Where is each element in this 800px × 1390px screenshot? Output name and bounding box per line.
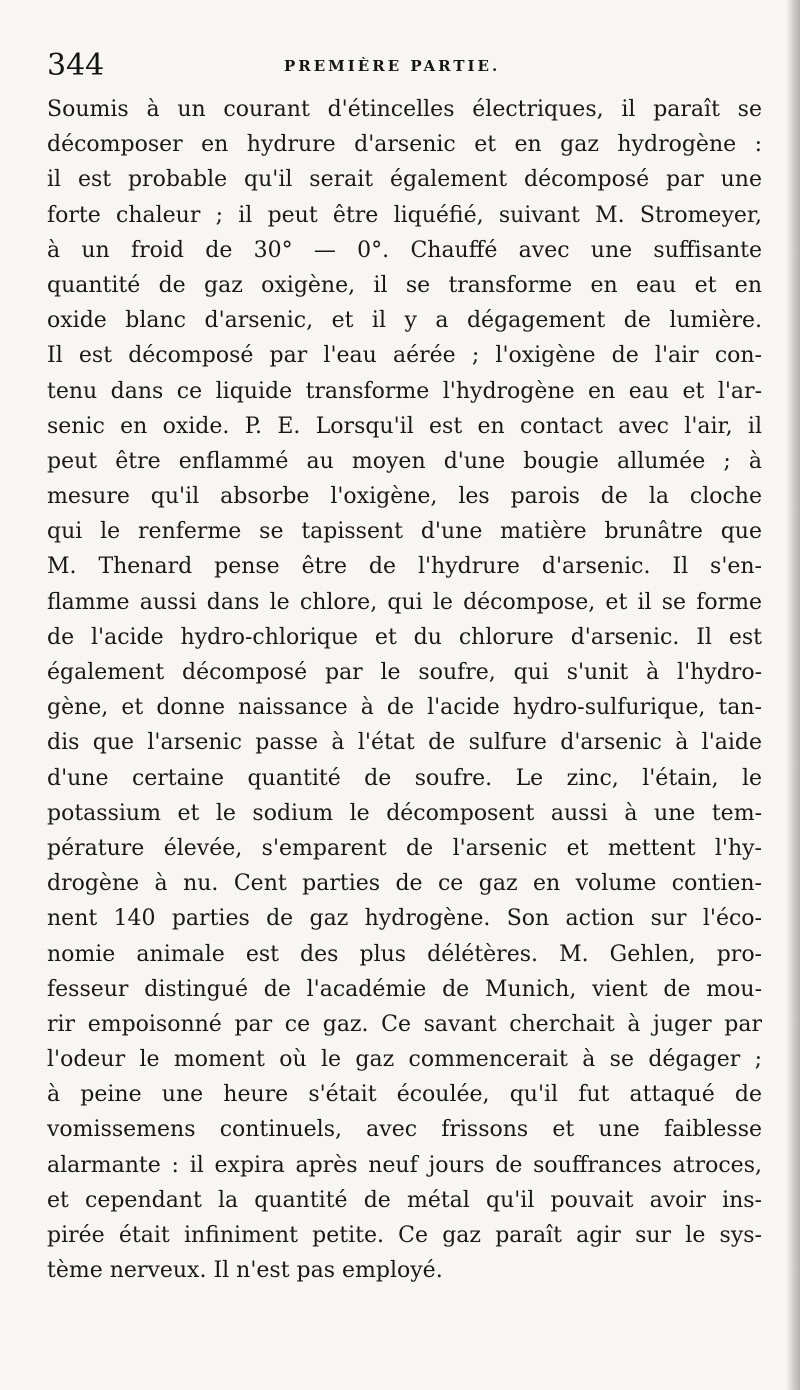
text-line: M. Thenard pense être de l'hydrure d'arsenic. Il s'en- (47, 554, 762, 580)
text-line: nent 140 parties de gaz hydrogène. Son action sur l'éco- (47, 906, 762, 932)
text-line: tenu dans ce liquide transforme l'hydrogène en eau et l'ar- (47, 378, 762, 404)
text-line: oxide blanc d'arsenic, et il y a dégagement de lumière. (47, 308, 762, 334)
page-edge-shadow (786, 0, 800, 1390)
text-line: également décomposé par le soufre, qui s'unit à l'hydro- (47, 660, 762, 685)
text-line: peut être enflammé au moyen d'une bougie allumée ; à (47, 448, 762, 474)
running-head: PREMIÈRE PARTIE. (284, 57, 501, 75)
text-line: d'une certaine quantité de soufre. Le zinc, l'étain, le (47, 765, 762, 791)
page-header (47, 40, 767, 92)
text-line: à peine une heure s'était écoulée, qu'il fut attaqué de (47, 1082, 762, 1108)
text-line: mesure qu'il absorbe l'oxigène, les parois de la cloche (47, 484, 762, 510)
text-line: fesseur distingué de l'académie de Munich, vient de mou- (47, 976, 762, 1002)
text-line: l'odeur le moment où le gaz commencerait à se dégager ; (47, 1047, 762, 1073)
text-line: forte chaleur ; il peut être liquéfié, suivant M. Stromeyer, (47, 202, 762, 228)
text-line: senic en oxide. P. E. Lorsqu'il est en contact avec l'air, il (47, 413, 762, 439)
text-line: rir empoisonné par ce gaz. Ce savant cherchait à juger par (47, 1011, 762, 1037)
text-line: flamme aussi dans le chlore, qui le décompose, et il se forme (47, 589, 762, 615)
text-line: qui le renferme se tapissent d'une matière brunâtre que (47, 519, 762, 545)
text-line: drogène à nu. Cent parties de ce gaz en volume contien- (47, 871, 762, 897)
text-line: pérature élevée, s'emparent de l'arsenic et mettent l'hy- (47, 835, 762, 861)
text-line: vomissemens continuels, avec frissons et une faiblesse (47, 1117, 762, 1143)
text-line: potassium et le sodium le décomposent aussi à une tem- (47, 800, 762, 826)
text-line: nomie animale est des plus délétères. M. Gehlen, pro- (47, 941, 762, 967)
text-line: Il est décomposé par l'eau aérée ; l'oxigène de l'air con- (47, 343, 762, 369)
text-line: dis que l'arsenic passe à l'état de sulfure d'arsenic à l'aide (47, 730, 762, 756)
text-line: gène, et donne naissance à de l'acide hydro-sulfurique, tan- (47, 695, 762, 721)
text-line: de l'acide hydro-chlorique et du chlorure d'arsenic. Il est (47, 624, 762, 650)
text-line: à un froid de 30° — 0°. Chauffé avec une suffisante (47, 237, 762, 263)
body-text (47, 92, 762, 1288)
text-line: alarmante : il expira après neuf jours de souffrances atroces, (47, 1152, 762, 1178)
text-line: il est probable qu'il serait également décomposé par une (47, 167, 762, 193)
page-number: 344 (47, 48, 105, 83)
text-line: décomposer en hydrure d'arsenic et en gaz hydrogène : (47, 132, 762, 158)
text-line: tème nerveux. Il n'est pas employé. (47, 1258, 443, 1284)
text-line: pirée était infiniment petite. Ce gaz paraît agir sur le sys- (47, 1223, 762, 1248)
text-line: Soumis à un courant d'étincelles électriques, il paraît se (47, 97, 762, 122)
text-line: et cependant la quantité de métal qu'il pouvait avoir ins- (47, 1187, 762, 1213)
text-line: quantité de gaz oxigène, il se transforme en eau et en (47, 272, 762, 298)
